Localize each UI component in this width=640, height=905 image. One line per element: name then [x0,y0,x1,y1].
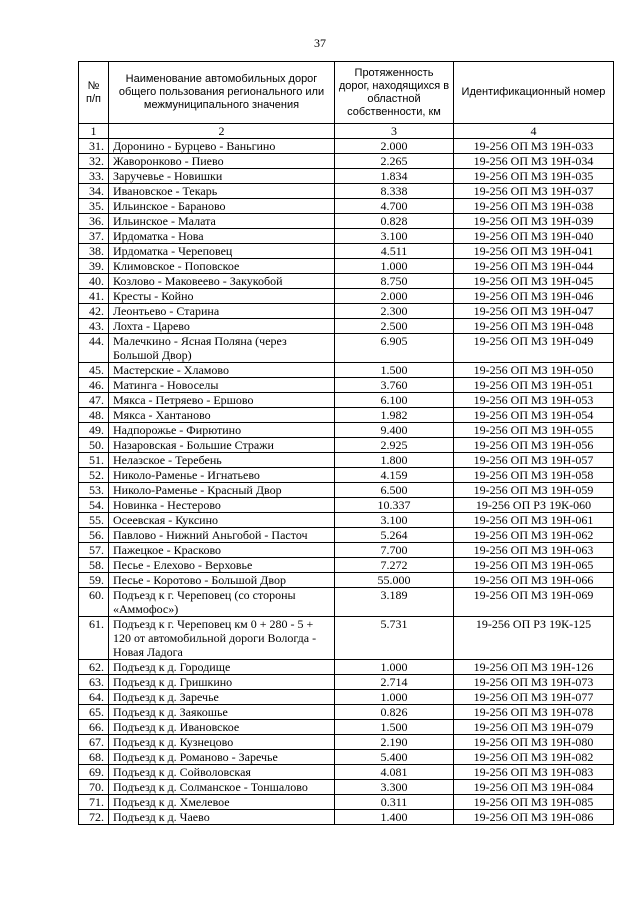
table-row [79,705,614,720]
road-id-cell: 19-256 ОП МЗ 19Н-051 [454,378,614,393]
road-name-cell: Жаворонково - Пиево [109,154,335,169]
table-row [79,795,614,810]
row-number-cell: 32. [79,154,109,169]
row-number-cell: 42. [79,304,109,319]
table-row [79,513,614,528]
road-id-cell: 19-256 ОП МЗ 19Н-066 [454,573,614,588]
road-id-cell: 19-256 ОП МЗ 19Н-044 [454,259,614,274]
table-row [79,363,614,378]
road-length-cell: 3.300 [335,780,454,795]
row-number-cell: 68. [79,750,109,765]
road-id-cell: 19-256 ОП МЗ 19Н-047 [454,304,614,319]
row-number-cell: 47. [79,393,109,408]
table-row [79,720,614,735]
road-length-cell: 5.731 [335,617,454,660]
road-length-cell: 1.000 [335,690,454,705]
table-row [79,750,614,765]
road-length-cell: 1.000 [335,660,454,675]
road-name-cell: Мякса - Петряево - Ершово [109,393,335,408]
road-name-cell: Подъезд к д. Кузнецово [109,735,335,750]
road-name-cell: Подъезд к д. Городище [109,660,335,675]
row-number-cell: 53. [79,483,109,498]
table-row [79,289,614,304]
road-length-cell: 6.500 [335,483,454,498]
table-row [79,573,614,588]
road-id-cell: 19-256 ОП МЗ 19Н-126 [454,660,614,675]
road-name-cell: Николо-Раменье - Красный Двор [109,483,335,498]
road-id-cell: 19-256 ОП МЗ 19Н-063 [454,543,614,558]
road-length-cell: 4.081 [335,765,454,780]
row-number-cell: 62. [79,660,109,675]
table-row [79,244,614,259]
table-row [79,229,614,244]
road-length-cell: 2.265 [335,154,454,169]
row-number-cell: 40. [79,274,109,289]
table-row [79,423,614,438]
road-id-cell: 19-256 ОП МЗ 19Н-085 [454,795,614,810]
road-id-cell: 19-256 ОП МЗ 19Н-050 [454,363,614,378]
table-row [79,810,614,825]
row-number-cell: 59. [79,573,109,588]
road-length-cell: 9.400 [335,423,454,438]
road-length-cell: 5.400 [335,750,454,765]
row-number-cell: 48. [79,408,109,423]
table-row [79,588,614,617]
table-row [79,780,614,795]
table-row [79,558,614,573]
road-length-cell: 1.982 [335,408,454,423]
row-number-cell: 45. [79,363,109,378]
road-name-cell: Ирдоматка - Нова [109,229,335,244]
road-length-cell: 55.000 [335,573,454,588]
page-number: 37 [314,36,326,50]
road-length-cell: 5.264 [335,528,454,543]
road-name-cell: Ильинское - Малата [109,214,335,229]
row-number-cell: 50. [79,438,109,453]
table-row [79,528,614,543]
row-number-cell: 69. [79,765,109,780]
table-header-row [79,62,614,124]
road-name-cell: Доронино - Бурцево - Ваньгино [109,139,335,154]
road-length-cell: 7.700 [335,543,454,558]
table-row [79,483,614,498]
road-name-cell: Нелазское - Теребень [109,453,335,468]
table-row [79,735,614,750]
road-id-cell: 19-256 ОП МЗ 19Н-040 [454,229,614,244]
road-id-cell: 19-256 ОП МЗ 19Н-059 [454,483,614,498]
row-number-cell: 44. [79,334,109,363]
road-id-cell: 19-256 ОП МЗ 19Н-073 [454,675,614,690]
roads-table [78,61,614,825]
road-name-cell: Матинга - Новоселы [109,378,335,393]
column-index-cell: 2 [109,124,335,139]
road-name-cell: Павлово - Нижний Аньгобой - Пасточ [109,528,335,543]
road-id-cell: 19-256 ОП МЗ 19Н-080 [454,735,614,750]
road-length-cell: 1.800 [335,453,454,468]
road-name-cell: Николо-Раменье - Игнатьево [109,468,335,483]
table-row [79,334,614,363]
row-number-cell: 66. [79,720,109,735]
road-id-cell: 19-256 ОП МЗ 19Н-053 [454,393,614,408]
road-name-cell: Подъезд к д. Гришкино [109,675,335,690]
road-id-cell: 19-256 ОП РЗ 19К-125 [454,617,614,660]
row-number-cell: 52. [79,468,109,483]
road-length-cell: 2.714 [335,675,454,690]
column-index-cell: 1 [79,124,109,139]
road-length-cell: 2.190 [335,735,454,750]
road-id-cell: 19-256 ОП МЗ 19Н-086 [454,810,614,825]
row-number-cell: 51. [79,453,109,468]
road-name-cell: Песье - Коротово - Большой Двор [109,573,335,588]
road-id-cell: 19-256 ОП МЗ 19Н-041 [454,244,614,259]
table-row [79,319,614,334]
road-length-cell: 3.100 [335,229,454,244]
road-id-cell: 19-256 ОП РЗ 19К-060 [454,498,614,513]
road-length-cell: 2.300 [335,304,454,319]
road-length-cell: 2.000 [335,289,454,304]
road-length-cell: 8.338 [335,184,454,199]
row-number-cell: 36. [79,214,109,229]
road-name-cell: Подъезд к г. Череповец (со стороны «Аммофос») [109,588,335,617]
road-length-cell: 4.700 [335,199,454,214]
table-row [79,543,614,558]
road-name-cell: Мастерские - Хламово [109,363,335,378]
road-length-cell: 2.925 [335,438,454,453]
header-road-name: Наименование автомобильных дорог общего пользования регионального или межмуниципального значения [109,62,335,124]
table-row [79,274,614,289]
row-number-cell: 65. [79,705,109,720]
row-number-cell: 70. [79,780,109,795]
road-length-cell: 4.511 [335,244,454,259]
road-name-cell: Мякса - Хантаново [109,408,335,423]
column-index-row [79,124,614,139]
row-number-cell: 67. [79,735,109,750]
road-name-cell: Пажецкое - Красково [109,543,335,558]
row-number-cell: 72. [79,810,109,825]
row-number-cell: 38. [79,244,109,259]
road-length-cell: 1.834 [335,169,454,184]
road-id-cell: 19-256 ОП МЗ 19Н-079 [454,720,614,735]
road-name-cell: Песье - Елехово - Верховье [109,558,335,573]
row-number-cell: 46. [79,378,109,393]
road-id-cell: 19-256 ОП МЗ 19Н-039 [454,214,614,229]
road-name-cell: Подъезд к д. Солманское - Тоншалово [109,780,335,795]
road-id-cell: 19-256 ОП МЗ 19Н-038 [454,199,614,214]
road-id-cell: 19-256 ОП МЗ 19Н-037 [454,184,614,199]
road-name-cell: Ирдоматка - Череповец [109,244,335,259]
table-row [79,214,614,229]
table-row [79,199,614,214]
road-id-cell: 19-256 ОП МЗ 19Н-077 [454,690,614,705]
road-length-cell: 3.189 [335,588,454,617]
column-index-cell: 4 [454,124,614,139]
row-number-cell: 33. [79,169,109,184]
road-id-cell: 19-256 ОП МЗ 19Н-049 [454,334,614,363]
row-number-cell: 54. [79,498,109,513]
road-name-cell: Малечкино - Ясная Поляна (через Большой Двор) [109,334,335,363]
road-length-cell: 10.337 [335,498,454,513]
table-row [79,675,614,690]
road-id-cell: 19-256 ОП МЗ 19Н-062 [454,528,614,543]
header-number: № п/п [79,62,109,124]
table-row [79,660,614,675]
road-length-cell: 1.000 [335,259,454,274]
road-name-cell: Ивановское - Текарь [109,184,335,199]
road-id-cell: 19-256 ОП МЗ 19Н-034 [454,154,614,169]
table-row [79,408,614,423]
road-id-cell: 19-256 ОП МЗ 19Н-082 [454,750,614,765]
row-number-cell: 49. [79,423,109,438]
road-length-cell: 2.000 [335,139,454,154]
road-length-cell: 7.272 [335,558,454,573]
road-name-cell: Ильинское - Бараново [109,199,335,214]
road-name-cell: Подъезд к д. Сойволовская [109,765,335,780]
road-id-cell: 19-256 ОП МЗ 19Н-065 [454,558,614,573]
road-id-cell: 19-256 ОП МЗ 19Н-061 [454,513,614,528]
road-name-cell: Леонтьево - Старина [109,304,335,319]
road-id-cell: 19-256 ОП МЗ 19Н-033 [454,139,614,154]
table-row [79,690,614,705]
row-number-cell: 34. [79,184,109,199]
road-name-cell: Новинка - Нестерово [109,498,335,513]
table-row [79,154,614,169]
header-identification-number: Идентификационный номер [454,62,614,124]
road-name-cell: Подъезд к д. Хмелевое [109,795,335,810]
road-id-cell: 19-256 ОП МЗ 19Н-048 [454,319,614,334]
road-name-cell: Подъезд к г. Череповец км 0 + 280 - 5 + 120 от автомобильной дороги Вологда - Новая Ладога [109,617,335,660]
road-id-cell: 19-256 ОП МЗ 19Н-055 [454,423,614,438]
row-number-cell: 63. [79,675,109,690]
row-number-cell: 61. [79,617,109,660]
road-name-cell: Подъезд к д. Чаево [109,810,335,825]
road-length-cell: 2.500 [335,319,454,334]
road-length-cell: 6.100 [335,393,454,408]
road-name-cell: Подъезд к д. Ивановское [109,720,335,735]
table-row [79,259,614,274]
road-name-cell: Козлово - Маковеево - Закукобой [109,274,335,289]
road-id-cell: 19-256 ОП МЗ 19Н-035 [454,169,614,184]
road-length-cell: 1.500 [335,720,454,735]
road-name-cell: Подъезд к д. Заякошье [109,705,335,720]
row-number-cell: 60. [79,588,109,617]
table-row [79,393,614,408]
road-name-cell: Кресты - Койно [109,289,335,304]
row-number-cell: 55. [79,513,109,528]
table-row [79,378,614,393]
table-row [79,184,614,199]
road-length-cell: 8.750 [335,274,454,289]
road-id-cell: 19-256 ОП МЗ 19Н-083 [454,765,614,780]
road-length-cell: 0.826 [335,705,454,720]
road-length-cell: 0.828 [335,214,454,229]
table-row [79,139,614,154]
table-row [79,453,614,468]
row-number-cell: 56. [79,528,109,543]
road-name-cell: Подъезд к д. Романово - Заречье [109,750,335,765]
road-name-cell: Осеевская - Куксино [109,513,335,528]
row-number-cell: 35. [79,199,109,214]
row-number-cell: 41. [79,289,109,304]
column-index-cell: 3 [335,124,454,139]
row-number-cell: 58. [79,558,109,573]
table-row [79,468,614,483]
road-id-cell: 19-256 ОП МЗ 19Н-045 [454,274,614,289]
road-name-cell: Надпорожье - Фирютино [109,423,335,438]
road-id-cell: 19-256 ОП МЗ 19Н-084 [454,780,614,795]
row-number-cell: 43. [79,319,109,334]
header-length: Протяженность дорог, находящихся в областной собственности, км [335,62,454,124]
row-number-cell: 39. [79,259,109,274]
table-row [79,169,614,184]
road-length-cell: 3.760 [335,378,454,393]
road-length-cell: 1.500 [335,363,454,378]
road-id-cell: 19-256 ОП МЗ 19Н-057 [454,453,614,468]
road-id-cell: 19-256 ОП МЗ 19Н-069 [454,588,614,617]
row-number-cell: 37. [79,229,109,244]
table-row [79,304,614,319]
road-length-cell: 1.400 [335,810,454,825]
road-name-cell: Лохта - Царево [109,319,335,334]
row-number-cell: 71. [79,795,109,810]
table-row [79,438,614,453]
road-name-cell: Заручевье - Новишки [109,169,335,184]
table-row [79,765,614,780]
road-id-cell: 19-256 ОП МЗ 19Н-046 [454,289,614,304]
road-length-cell: 3.100 [335,513,454,528]
table-row [79,617,614,660]
road-id-cell: 19-256 ОП МЗ 19Н-058 [454,468,614,483]
row-number-cell: 57. [79,543,109,558]
road-id-cell: 19-256 ОП МЗ 19Н-078 [454,705,614,720]
road-length-cell: 6.905 [335,334,454,363]
road-length-cell: 4.159 [335,468,454,483]
road-name-cell: Назаровская - Большие Стражи [109,438,335,453]
road-length-cell: 0.311 [335,795,454,810]
road-id-cell: 19-256 ОП МЗ 19Н-056 [454,438,614,453]
road-name-cell: Подъезд к д. Заречье [109,690,335,705]
row-number-cell: 64. [79,690,109,705]
table-row [79,498,614,513]
road-name-cell: Климовское - Поповское [109,259,335,274]
row-number-cell: 31. [79,139,109,154]
road-id-cell: 19-256 ОП МЗ 19Н-054 [454,408,614,423]
